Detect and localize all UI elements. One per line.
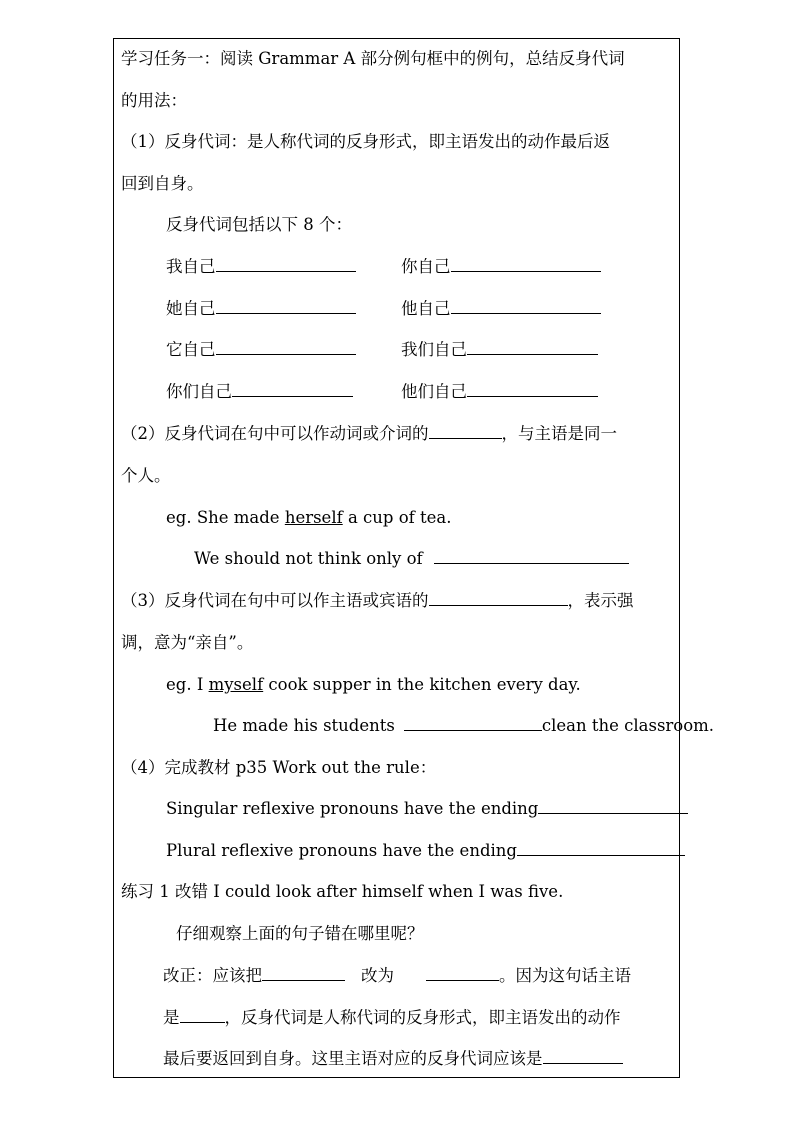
correction-text: 改正：应该把 xyxy=(163,966,262,985)
answer-blank[interactable] xyxy=(434,548,629,564)
practice-hint: 仔细观察上面的句子错在哪里呢？ xyxy=(176,924,424,943)
answer-blank[interactable] xyxy=(216,256,356,272)
rule2-line2: 个人。 xyxy=(121,466,171,485)
answer-blank[interactable] xyxy=(404,715,542,731)
example-text: eg. I xyxy=(166,675,209,694)
rule4-singular xyxy=(166,798,688,820)
pronoun-item xyxy=(401,381,598,403)
answer-blank[interactable] xyxy=(517,840,685,856)
task1-line1: 学习任务一：阅读 Grammar A 部分例句框中的例句，总结反身代词 xyxy=(121,49,625,68)
rule2-text-a: （2）反身代词在句中可以作动词或介词的 xyxy=(121,424,429,443)
answer-blank[interactable] xyxy=(426,965,499,981)
example-underlined-word: herself xyxy=(284,508,343,527)
rule2-exercise xyxy=(194,548,629,570)
pronoun-item xyxy=(166,381,353,403)
pronoun-label: 你们自己 xyxy=(166,382,232,401)
pronoun-label: 他自己 xyxy=(401,299,451,318)
rule3-text-a: （3）反身代词在句中可以作主语或宾语的 xyxy=(121,591,429,610)
answer-blank[interactable] xyxy=(180,1007,225,1023)
answer-blank[interactable] xyxy=(451,298,601,314)
pronoun-label: 它自己 xyxy=(166,340,216,359)
pronoun-item xyxy=(401,339,598,361)
pronoun-item xyxy=(166,256,356,278)
rule3-line1 xyxy=(121,590,634,612)
answer-blank[interactable] xyxy=(538,798,688,814)
exercise-text: We should not think only of xyxy=(194,549,423,568)
practice-text: ，反身代词是人称代词的反身形式，即主语发出的动作 xyxy=(224,1008,621,1027)
pronoun-label: 他们自己 xyxy=(401,382,467,401)
rule3-exercise xyxy=(213,715,714,737)
pronoun-item xyxy=(166,298,356,320)
pronoun-label: 她自己 xyxy=(166,299,216,318)
rule3-example xyxy=(166,674,581,696)
rule1-line1: （1）反身代词：是人称代词的反身形式，即主语发出的动作最后返 xyxy=(121,132,610,151)
example-text: a cup of tea. xyxy=(342,508,452,527)
pronoun-label: 我自己 xyxy=(166,257,216,276)
pronoun-item xyxy=(166,339,356,361)
rule4-plural xyxy=(166,840,685,862)
practice-correction xyxy=(163,965,631,987)
answer-blank[interactable] xyxy=(451,256,601,272)
rule3-text-b: ，表示强 xyxy=(567,591,634,610)
answer-blank[interactable] xyxy=(216,339,356,355)
answer-blank[interactable] xyxy=(543,1048,623,1064)
example-text: eg. She made xyxy=(166,508,285,527)
rule-text: Plural reflexive pronouns have the ending xyxy=(166,841,517,860)
pronoun-item xyxy=(401,298,601,320)
answer-blank[interactable] xyxy=(262,965,345,981)
answer-blank[interactable] xyxy=(216,298,356,314)
rule2-line1 xyxy=(121,423,617,445)
practice-line3 xyxy=(163,1007,621,1029)
task1-line2: 的用法： xyxy=(121,91,187,110)
rule4-line1: （4）完成教材 p35 Work out the rule： xyxy=(121,758,437,777)
pronoun-label: 你自己 xyxy=(401,257,451,276)
practice-line4 xyxy=(163,1048,623,1070)
rule2-text-b: ，与主语是同一 xyxy=(501,424,617,443)
practice-text: 是 xyxy=(163,1008,180,1027)
example-text: cook supper in the kitchen every day. xyxy=(263,675,581,694)
rule-text: Singular reflexive pronouns have the ending xyxy=(166,799,539,818)
rule1-intro: 反身代词包括以下 8 个： xyxy=(166,215,352,234)
correction-text: 改为 xyxy=(361,966,394,985)
answer-blank[interactable] xyxy=(467,381,598,397)
correction-text: 。因为这句话主语 xyxy=(499,966,631,985)
pronoun-item xyxy=(401,256,601,278)
exercise-text: He made his students xyxy=(213,716,395,735)
answer-blank[interactable] xyxy=(429,590,568,606)
exercise-text: clean the classroom. xyxy=(541,716,715,735)
example-underlined-word: myself xyxy=(208,675,264,694)
rule2-example xyxy=(166,507,451,529)
answer-blank[interactable] xyxy=(467,339,598,355)
rule3-line2: 调，意为“亲自”。 xyxy=(121,633,254,652)
pronoun-label: 我们自己 xyxy=(401,340,467,359)
rule1-line2: 回到自身。 xyxy=(121,174,204,193)
answer-blank[interactable] xyxy=(429,423,502,439)
answer-blank[interactable] xyxy=(232,381,353,397)
practice-line1: 练习 1 改错 I could look after himself when I was five. xyxy=(121,882,564,901)
practice-text: 最后要返回到自身。这里主语对应的反身代词应该是 xyxy=(163,1049,543,1068)
